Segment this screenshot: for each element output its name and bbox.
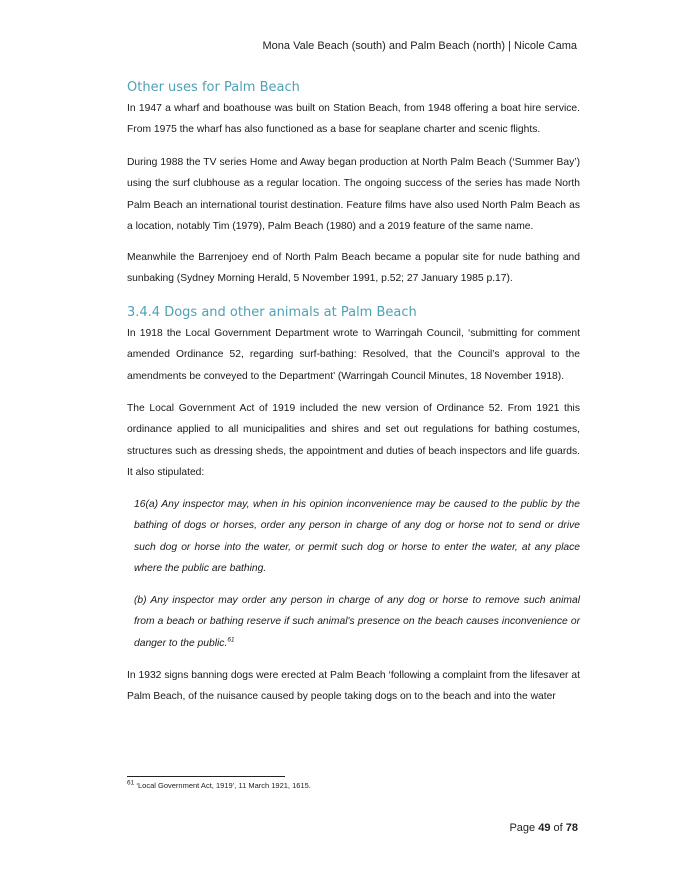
page-of: of xyxy=(550,822,566,834)
paragraph-local-government-act: The Local Government Act of 1919 included the new version of Ordinance 52. From 1921 this ordinance applied to all municipalities and shires and set out regulations for bathing costumes, structures such as dressing sheds, the appointment and duties of beach inspectors and life guards. It also stipulated: xyxy=(127,403,580,478)
footnote-reference: 61 xyxy=(227,636,235,644)
quote-16b-text: (b) Any inspector may order any person in charge of any dog or horse to remove such animal from a beach or bathing reserve if such animal's presence on the beach causes inconvenience or danger to the public. xyxy=(134,595,580,649)
paragraph-barrenjoey: Meanwhile the Barrenjoey end of North Palm Beach became a popular site for nude bathing and sunbaking (Sydney Morning Herald, 5 November 1991, p.52; 27 January 1985 p.17). xyxy=(127,252,580,285)
quote-16a: 16(a) Any inspector may, when in his opinion inconvenience may be caused to the public by the bathing of dogs or horses, order any person in charge of any dog or horse not to send or drive such dog or horse into the water, or permit such dog or horse to enter the water, at any place where the public are bathing. xyxy=(134,499,580,574)
page-total: 78 xyxy=(565,822,578,834)
quote-16b xyxy=(134,590,580,654)
paragraph-ordinance-1918: In 1918 the Local Government Department wrote to Warringah Council, ‘submitting for comment amended Ordinance 52, regarding surf-bathing: Resolved, that the Council’s approval to the amendments be conveyed to the Department’ (Warringah Council Minutes, 18 November 1918). xyxy=(127,328,580,382)
page-number xyxy=(509,822,578,834)
footnote-number: 61 xyxy=(127,779,135,787)
heading-dogs-animals: 3.4.4 Dogs and other animals at Palm Beach xyxy=(127,305,417,320)
page-prefix: Page xyxy=(509,822,539,834)
heading-other-uses: Other uses for Palm Beach xyxy=(127,80,300,95)
page-current: 49 xyxy=(538,822,551,834)
footnote xyxy=(127,781,311,790)
footnote-divider xyxy=(127,776,285,777)
paragraph-1932-signs: In 1932 signs banning dogs were erected at Palm Beach ‘following a complaint from the lifesaver at Palm Beach, of the nuisance caused by people taking dogs on to the beach and into the water xyxy=(127,670,580,703)
paragraph-home-and-away: During 1988 the TV series Home and Away began production at North Palm Beach (‘Summer Bay’) using the surf clubhouse as a regular location. The ongoing success of the series has made North Palm Beach an international tourist destination. Feature films have also used North Palm Beach as a location, notably Tim (1979), Palm Beach (1980) and a 2019 feature of the same name. xyxy=(127,157,580,232)
footnote-text: ‘Local Government Act, 1919’, 11 March 1921, 1615. xyxy=(134,781,311,790)
running-header: Mona Vale Beach (south) and Palm Beach (north) | Nicole Cama xyxy=(262,40,577,52)
paragraph-wharf: In 1947 a wharf and boathouse was built on Station Beach, from 1948 offering a boat hire service. From 1975 the wharf has also functioned as a base for seaplane charter and scenic flights. xyxy=(127,103,580,136)
